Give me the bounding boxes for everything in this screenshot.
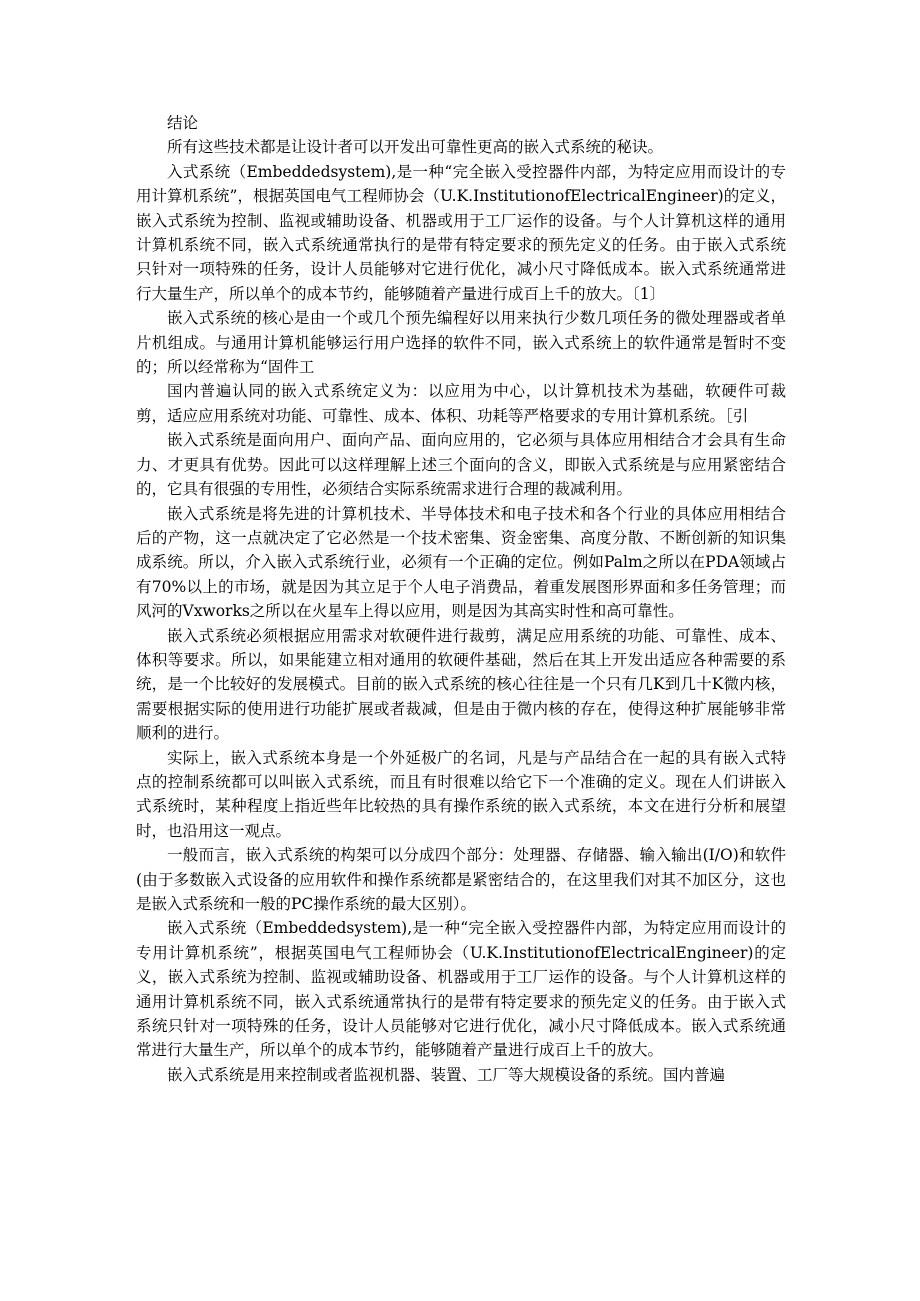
paragraph-11: 嵌入式系统是用来控制或者监视机器、装置、工厂等大规模设备的系统。国内普遍	[167, 1065, 726, 1084]
paragraph-10: 嵌入式系统（Embeddedsystem),是一种“完全嵌入受控器件内部，为特定应用而设计的专用计算机系统”，根据英国电气工程师协会（U.K.InstitutionofElectricalEngineer)的定义，嵌入式系统为控制、监视或辅助设备、机器或用于工厂运作的设备。与个人计算机这样的通用计算机系统不同，嵌入式系统通常执行的是带有特定要求的预先定义的任务。由于嵌入式系统只针对一项特殊的任务，设计人员能够对它进行优化，减小尺寸降低成本。嵌入式系统通常进行大量生产，所以单个的成本节约，能够随着产量进行成百上千的放大。	[136, 919, 786, 1060]
paragraph-6: 嵌入式系统是将先进的计算机技术、半导体技术和电子技术和各个行业的具体应用相结合后的产物，这一点就决定了它必然是一个技术密集、资金密集、高度分散、不断创新的知识集成系统。所以，介入嵌入式系统行业，必须有一个正确的定位。例如Palm之所以在PDA领域占有70%以上的市场，就是因为其立足于个人电子消费品，着重发展图形界面和多任务管理；而风河的Vxworks之所以在火星车上得以应用，则是因为其高实时性和高可靠性。	[136, 504, 786, 621]
paragraph-7: 嵌入式系统必须根据应用需求对软硬件进行裁剪，满足应用系统的功能、可靠性、成本、体积等要求。所以，如果能建立相对通用的软硬件基础，然后在其上开发出适应各种需要的系统，是一个比较好的发展模式。目前的嵌入式系统的核心往往是一个只有几K到几十K微内核，需要根据实际的使用进行功能扩展或者裁减，但是由于微内核的存在，使得这种扩展能够非常顺利的进行。	[136, 626, 786, 743]
paragraph-1: 所有这些技术都是让设计者可以开发出可靠性更高的嵌入式系统的秘诀。	[167, 138, 664, 157]
paragraph-4: 国内普遍认同的嵌入式系统定义为：以应用为中心，以计算机技术为基础，软硬件可裁剪，适应应用系统对功能、可靠性、成本、体积、功耗等严格要求的专用计算机系统。［引	[136, 382, 786, 425]
document-body	[136, 111, 786, 1087]
section-heading: 结论	[167, 114, 199, 132]
paragraph-8: 实际上，嵌入式系统本身是一个外延极广的名词，凡是与产品结合在一起的具有嵌入式特点的控制系统都可以叫嵌入式系统，而且有时很难以给它下一个准确的定义。现在人们讲嵌入式系统时，某种程度上指近些年比较热的具有操作系统的嵌入式系统，本文在进行分析和展望时，也沿用这一观点。	[136, 748, 786, 840]
paragraph-2: 入式系统（Embeddedsystem),是一种“完全嵌入受控器件内部，为特定应用而设计的专用计算机系统”，根据英国电气工程师协会（U.K.InstitutionofElectricalEngineer)的定义，嵌入式系统为控制、监视或辅助设备、机器或用于工厂运作的设备。与个人计算机这样的通用计算机系统不同，嵌入式系统通常执行的是带有特定要求的预先定义的任务。由于嵌入式系统只针对一项特殊的任务，设计人员能够对它进行优化，减小尺寸降低成本。嵌入式系统通常进行大量生产，所以单个的成本节约，能够随着产量进行成百上千的放大。〔1〕	[136, 162, 786, 303]
paragraph-9: 一般而言，嵌入式系统的构架可以分成四个部分：处理器、存储器、输入输出(I/O)和软件(由于多数嵌入式设备的应用软件和操作系统都是紧密结合的，在这里我们对其不加区分，这也是嵌入式系统和一般的PC操作系统的最大区别）。	[136, 846, 786, 913]
paragraph-5: 嵌入式系统是面向用户、面向产品、面向应用的，它必须与具体应用相结合才会具有生命力、才更具有优势。因此可以这样理解上述三个面向的含义，即嵌入式系统是与应用紧密结合的，它具有很强的专用性，必须结合实际系统需求进行合理的裁减利用。	[136, 431, 786, 499]
paragraph-3: 嵌入式系统的核心是由一个或几个预先编程好以用来执行少数几项任务的微处理器或者单片机组成。与通用计算机能够运行用户选择的软件不同，嵌入式系统上的软件通常是暂时不变的；所以经常称为“固件工	[136, 309, 786, 377]
